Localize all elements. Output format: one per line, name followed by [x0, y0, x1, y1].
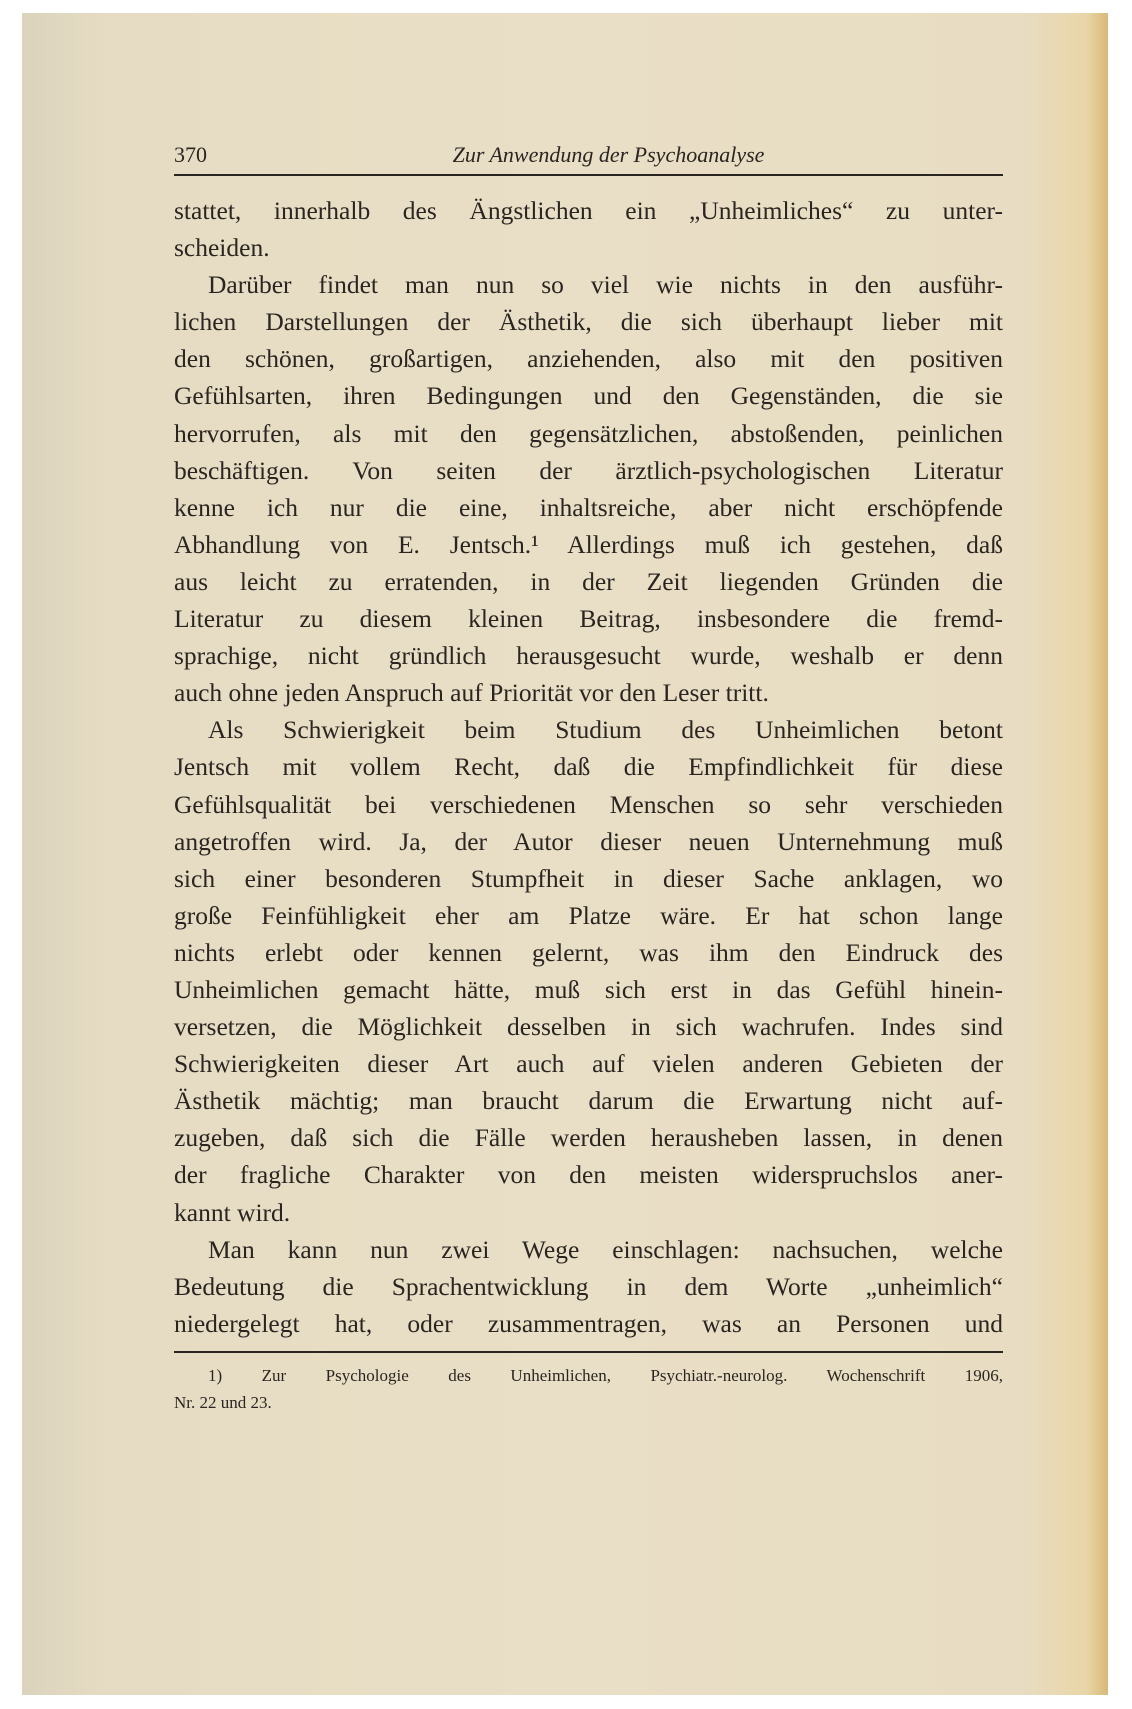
- text-line: Bedeutung die Sprachentwicklung in dem Worte „unheimlich“: [174, 1271, 1003, 1301]
- header-rule: [174, 174, 1003, 176]
- text-line: den schönen, großartigen, anziehenden, also mit den positiven: [174, 344, 1003, 374]
- text-line: Literatur zu diesem kleinen Beitrag, insbesondere die fremd-: [174, 604, 1003, 634]
- footnote-line: 1) Zur Psychologie des Unheimlichen, Psychiatr.-neurolog. Wochenschrift 1906,: [208, 1366, 1003, 1385]
- text-line: Darüber findet man nun so viel wie nichts in den ausführ-: [208, 270, 1003, 300]
- text-line: sich einer besonderen Stumpfheit in dieser Sache anklagen, wo: [174, 863, 1003, 893]
- text-line: Schwierigkeiten dieser Art auch auf vielen anderen Gebieten der: [174, 1049, 1003, 1079]
- text-line: hervorrufen, als mit den gegensätzlichen, abstoßenden, peinlichen: [174, 418, 1003, 448]
- text-line: der fragliche Charakter von den meisten widerspruchslos aner-: [174, 1160, 1003, 1190]
- text-line: kenne ich nur die eine, inhaltsreiche, aber nicht erschöpfende: [174, 492, 1003, 522]
- text-line: Unheimlichen gemacht hätte, muß sich erst in das Gefühl hinein-: [174, 974, 1003, 1004]
- text-line: beschäftigen. Von seiten der ärztlich-psychologischen Literatur: [174, 455, 1003, 485]
- text-line: angetroffen wird. Ja, der Autor dieser neuen Unternehmung muß: [174, 826, 1003, 856]
- text-line: niedergelegt hat, oder zusammentragen, was an Personen und: [174, 1308, 1003, 1338]
- text-line: Gefühlsqualität bei verschiedenen Menschen so sehr verschieden: [174, 789, 1003, 819]
- text-line: zugeben, daß sich die Fälle werden herausheben lassen, in denen: [174, 1123, 1003, 1153]
- body-text: [174, 192, 1003, 1342]
- text-line: Als Schwierigkeit beim Studium des Unheimlichen betont: [208, 715, 1003, 745]
- text-line: aus leicht zu erratenden, in der Zeit liegenden Gründen die: [174, 566, 1003, 596]
- text-line: große Feinfühligkeit eher am Platze wäre. Er hat schon lange: [174, 900, 1003, 930]
- text-line: Ästhetik mächtig; man braucht darum die Erwartung nicht auf-: [174, 1086, 1003, 1116]
- paragraph: [174, 711, 1003, 1230]
- text-line: Man kann nun zwei Wege einschlagen: nachsuchen, welche: [208, 1234, 1003, 1264]
- running-title: Zur Anwendung der Psychoanalyse: [452, 142, 765, 167]
- text-line: lichen Darstellungen der Ästhetik, die sich überhaupt lieber mit: [174, 307, 1003, 337]
- page-number: 370: [174, 142, 207, 167]
- text-line: Gefühlsarten, ihren Bedingungen und den Gegenständen, die sie: [174, 381, 1003, 411]
- paragraph: [174, 192, 1003, 266]
- text-line: versetzen, die Möglichkeit desselben in sich wachrufen. Indes sind: [174, 1012, 1003, 1042]
- text-line: scheiden.: [174, 233, 270, 263]
- page-header: [174, 142, 1003, 172]
- footnote-rule: [174, 1351, 1003, 1353]
- text-line: Abhandlung von E. Jentsch.¹ Allerdings muß ich gestehen, daß: [174, 529, 1003, 559]
- text-line: auch ohne jeden Anspruch auf Priorität vor den Leser tritt.: [174, 678, 769, 708]
- paragraph: [174, 1231, 1003, 1342]
- text-line: kannt wird.: [174, 1197, 291, 1227]
- paragraph: [174, 266, 1003, 711]
- text-line: sprachige, nicht gründlich herausgesucht wurde, weshalb er denn: [174, 641, 1003, 671]
- footnote: [174, 1362, 1003, 1416]
- footnote-line: Nr. 22 und 23.: [174, 1393, 272, 1412]
- text-line: Jentsch mit vollem Recht, daß die Empfindlichkeit für diese: [174, 752, 1003, 782]
- text-line: stattet, innerhalb des Ängstlichen ein „Unheimliches“ zu unter-: [174, 196, 1003, 225]
- text-line: nichts erlebt oder kennen gelernt, was ihm den Eindruck des: [174, 937, 1003, 967]
